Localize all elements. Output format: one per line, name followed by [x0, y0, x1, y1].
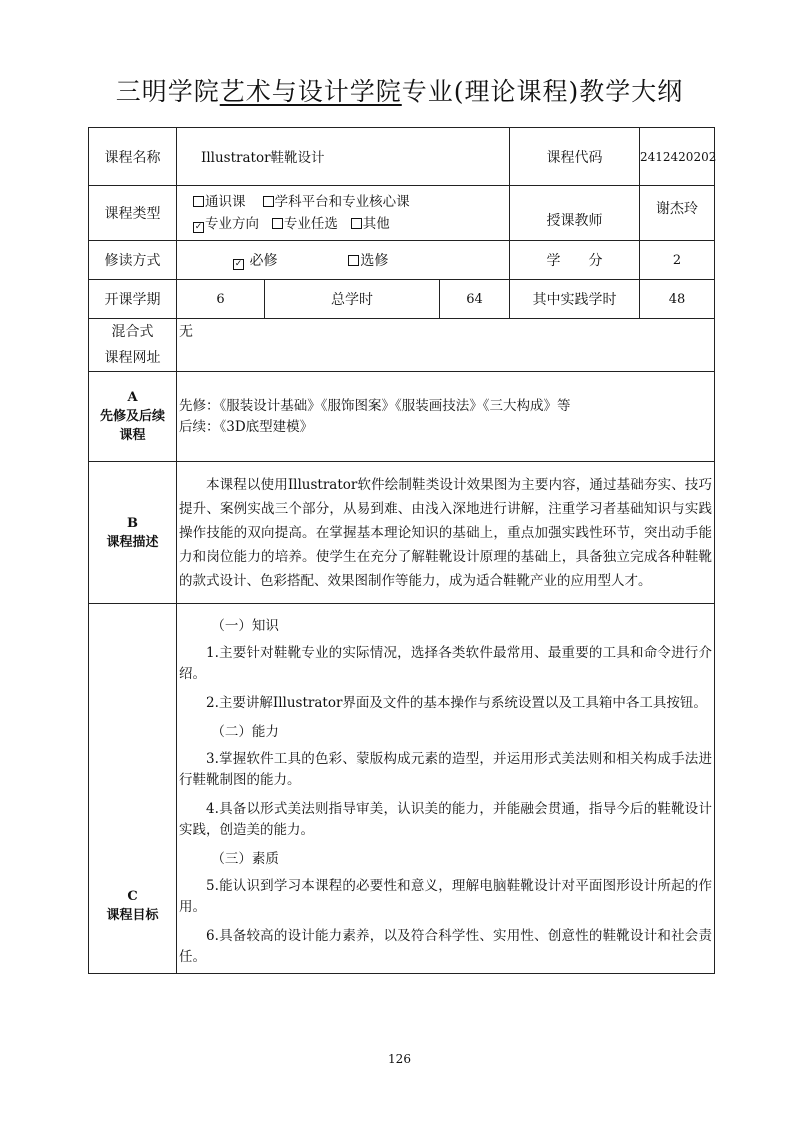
- teacher-value: 谢杰玲: [640, 186, 715, 241]
- row-course-name: [89, 128, 715, 186]
- course-type-label: 课程类型: [89, 186, 177, 241]
- section-a-label-line1: 先修及后续: [99, 409, 165, 424]
- goal-section-ability: （二）能力: [211, 724, 279, 740]
- practice-hours-label: 其中实践学时: [510, 280, 640, 319]
- semester-value: 6: [177, 280, 265, 319]
- type-option-optional: 专业任选: [283, 216, 338, 232]
- section-c-content: [177, 604, 715, 974]
- type-option-other: 其他: [362, 216, 390, 232]
- credit-value: 2: [640, 241, 715, 280]
- mixed-label-line1: 混合式: [111, 324, 154, 340]
- elective-label: 选修: [360, 253, 389, 269]
- checkbox-icon[interactable]: [272, 218, 283, 229]
- section-b-label-text: 课程描述: [106, 534, 159, 550]
- mixed-course-label: [89, 319, 177, 372]
- checked-checkbox-icon[interactable]: ✓: [234, 259, 243, 269]
- study-mode-options: [177, 241, 510, 280]
- required-label: 必修: [249, 253, 278, 269]
- course-code-value: 2412420202: [640, 128, 715, 186]
- course-description: 本课程以使用Illustrator软件绘制鞋类设计效果图为主要内容，通过基础夯实、技巧提升、案例实战三个部分，从易到难、由浅入深地进行讲解，注重学习者基础知识与实践操作技能的双向提高。在掌握基本理论知识的基础上，重点加强实践性环节，突出动手能力和岗位能力的培养。使学生在充分了解鞋靴设计原理的基础上，具备独立完成各种鞋靴的款式设计、色彩搭配、效果图制作等能力，成为适合鞋靴产业的应用型人才。: [179, 476, 712, 589]
- practice-hours-value: 48: [640, 280, 715, 319]
- title-college: 艺术与设计学院: [219, 77, 402, 106]
- study-mode-label: 修读方式: [89, 241, 177, 280]
- follow-up-courses: 后续：《3D底型建模》: [179, 418, 314, 435]
- teacher-label: 授课教师: [510, 186, 640, 241]
- goal-item: 5.能认识到学习本课程的必要性和意义，理解电脑鞋靴设计对平面图形设计所起的作用。: [179, 878, 712, 915]
- section-a-label: [89, 372, 177, 462]
- prerequisite-courses: 先修：《服装设计基础》《服饰图案》《服装画技法》《三大构成》等: [179, 397, 571, 414]
- checkbox-icon[interactable]: [193, 196, 204, 207]
- section-a-label-line2: 课程: [119, 428, 146, 443]
- checked-checkbox-icon[interactable]: ✓: [194, 222, 203, 232]
- mixed-label-line2: 课程网址: [104, 350, 161, 366]
- section-b-label: [89, 462, 177, 604]
- goal-item: 3.掌握软件工具的色彩、蒙版构成元素的造型，并运用形式美法则和相关构成手法进行鞋靴制图的能力。: [179, 751, 712, 788]
- type-option-core: 学科平台和专业核心课: [274, 194, 410, 210]
- section-b-content: [177, 462, 715, 604]
- credit-label: 学 分: [510, 241, 640, 280]
- goal-section-knowledge: （一）知识: [211, 618, 279, 634]
- row-section-a: [89, 372, 715, 462]
- total-hours-label: 总学时: [265, 280, 440, 319]
- row-course-type: [89, 186, 715, 241]
- goal-item: 1.主要针对鞋靴专业的实际情况，选择各类软件最常用、最重要的工具和命令进行介绍。: [179, 645, 712, 682]
- checkbox-icon[interactable]: [263, 196, 274, 207]
- checkbox-icon[interactable]: [348, 255, 359, 266]
- type-option-general: 通识课: [205, 194, 246, 210]
- row-section-c: [89, 604, 715, 974]
- title-suffix: 专业(理论课程)教学大纲: [401, 77, 684, 106]
- course-name-label: 课程名称: [89, 128, 177, 186]
- row-semester: [89, 280, 715, 319]
- course-type-options: [177, 186, 510, 241]
- semester-label: 开课学期: [89, 280, 177, 319]
- type-option-direction: 专业方向: [205, 216, 259, 232]
- goal-section-quality: （三）素质: [211, 851, 279, 867]
- title-prefix: 三明学院: [115, 77, 220, 106]
- course-name-value: Illustrator鞋靴设计: [177, 128, 510, 186]
- checkbox-icon[interactable]: [351, 218, 362, 229]
- syllabus-table: [88, 127, 715, 974]
- page-number: 126: [388, 1052, 411, 1066]
- mixed-course-value: 无: [177, 319, 715, 372]
- section-c-label: [89, 604, 177, 974]
- goal-item: 2.主要讲解Illustrator界面及文件的基本操作与系统设置以及工具箱中各工具按钮。: [206, 695, 707, 711]
- section-a-content: [177, 372, 715, 462]
- section-c-label-text: 课程目标: [106, 908, 159, 923]
- row-mixed-course: [89, 319, 715, 372]
- section-a-letter: A: [127, 390, 138, 405]
- section-c-letter: C: [127, 889, 138, 904]
- row-section-b: [89, 462, 715, 604]
- goal-item: 6.具备较高的设计能力素养，以及符合科学性、实用性、创意性的鞋靴设计和社会责任。: [179, 928, 712, 965]
- row-study-mode: [89, 241, 715, 280]
- section-b-letter: B: [127, 515, 138, 531]
- goal-item: 4.具备以形式美法则指导审美，认识美的能力，并能融会贯通，指导今后的鞋靴设计实践，创造美的能力。: [179, 801, 712, 838]
- document-title: [0, 72, 799, 108]
- course-code-label: 课程代码: [510, 128, 640, 186]
- total-hours-value: 64: [440, 280, 510, 319]
